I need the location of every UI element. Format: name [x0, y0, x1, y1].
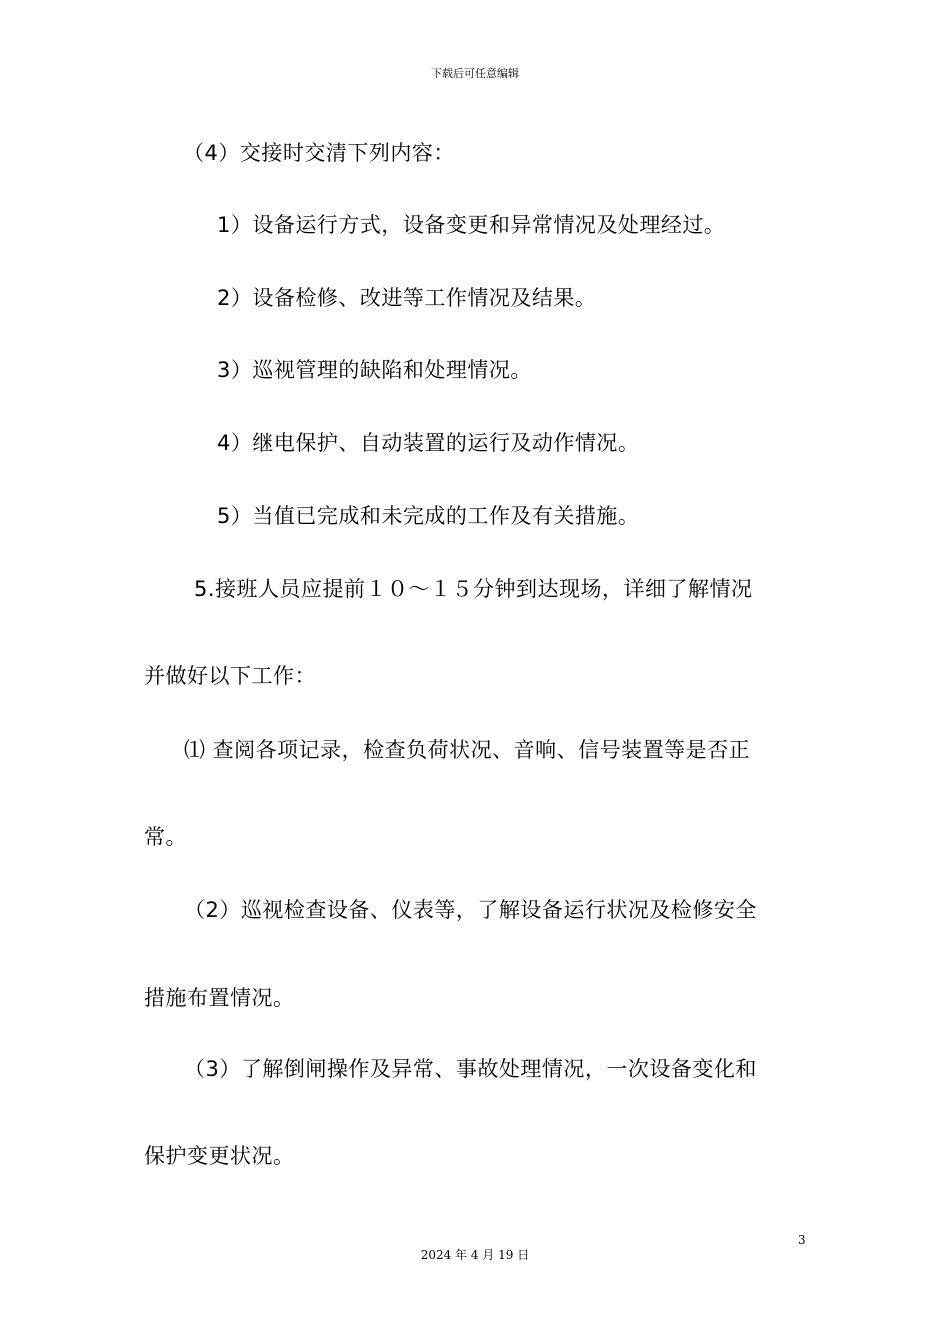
page-header: 下载后可任意编辑 [431, 67, 519, 80]
paragraph-line: 5）当值已完成和未完成的工作及有关措施。 [217, 504, 640, 528]
paragraph-line: 常。 [144, 825, 187, 849]
paragraph-line: 4）继电保护、自动装置的运行及动作情况。 [217, 431, 640, 455]
paragraph-line: 3）巡视管理的缺陷和处理情况。 [217, 358, 532, 382]
paragraph-line: 措施布置情况。 [144, 986, 295, 1010]
paragraph-line: ⑴ 查阅各项记录，检查负荷状况、音响、信号装置等是否正 [184, 738, 751, 762]
paragraph-line: 保护变更状况。 [144, 1144, 295, 1168]
page-number: 3 [798, 1233, 806, 1247]
paragraph-line: （2）巡视检查设备、仪表等，了解设备运行状况及检修安全 [184, 898, 757, 922]
paragraph-line: 5.接班人员应提前１０～１５分钟到达现场，详细了解情况 [194, 577, 753, 601]
paragraph-line: （3）了解倒闸操作及异常、事故处理情况，一次设备变化和 [184, 1057, 757, 1081]
paragraph-line: 1）设备运行方式，设备变更和异常情况及处理经过。 [217, 213, 726, 237]
footer-date: 2024 年 4 月 19 日 [420, 1248, 530, 1262]
paragraph-line: （4）交接时交清下列内容： [183, 141, 455, 165]
paragraph-line: 并做好以下工作： [144, 664, 316, 688]
paragraph-line: 2）设备检修、改进等工作情况及结果。 [217, 286, 597, 310]
